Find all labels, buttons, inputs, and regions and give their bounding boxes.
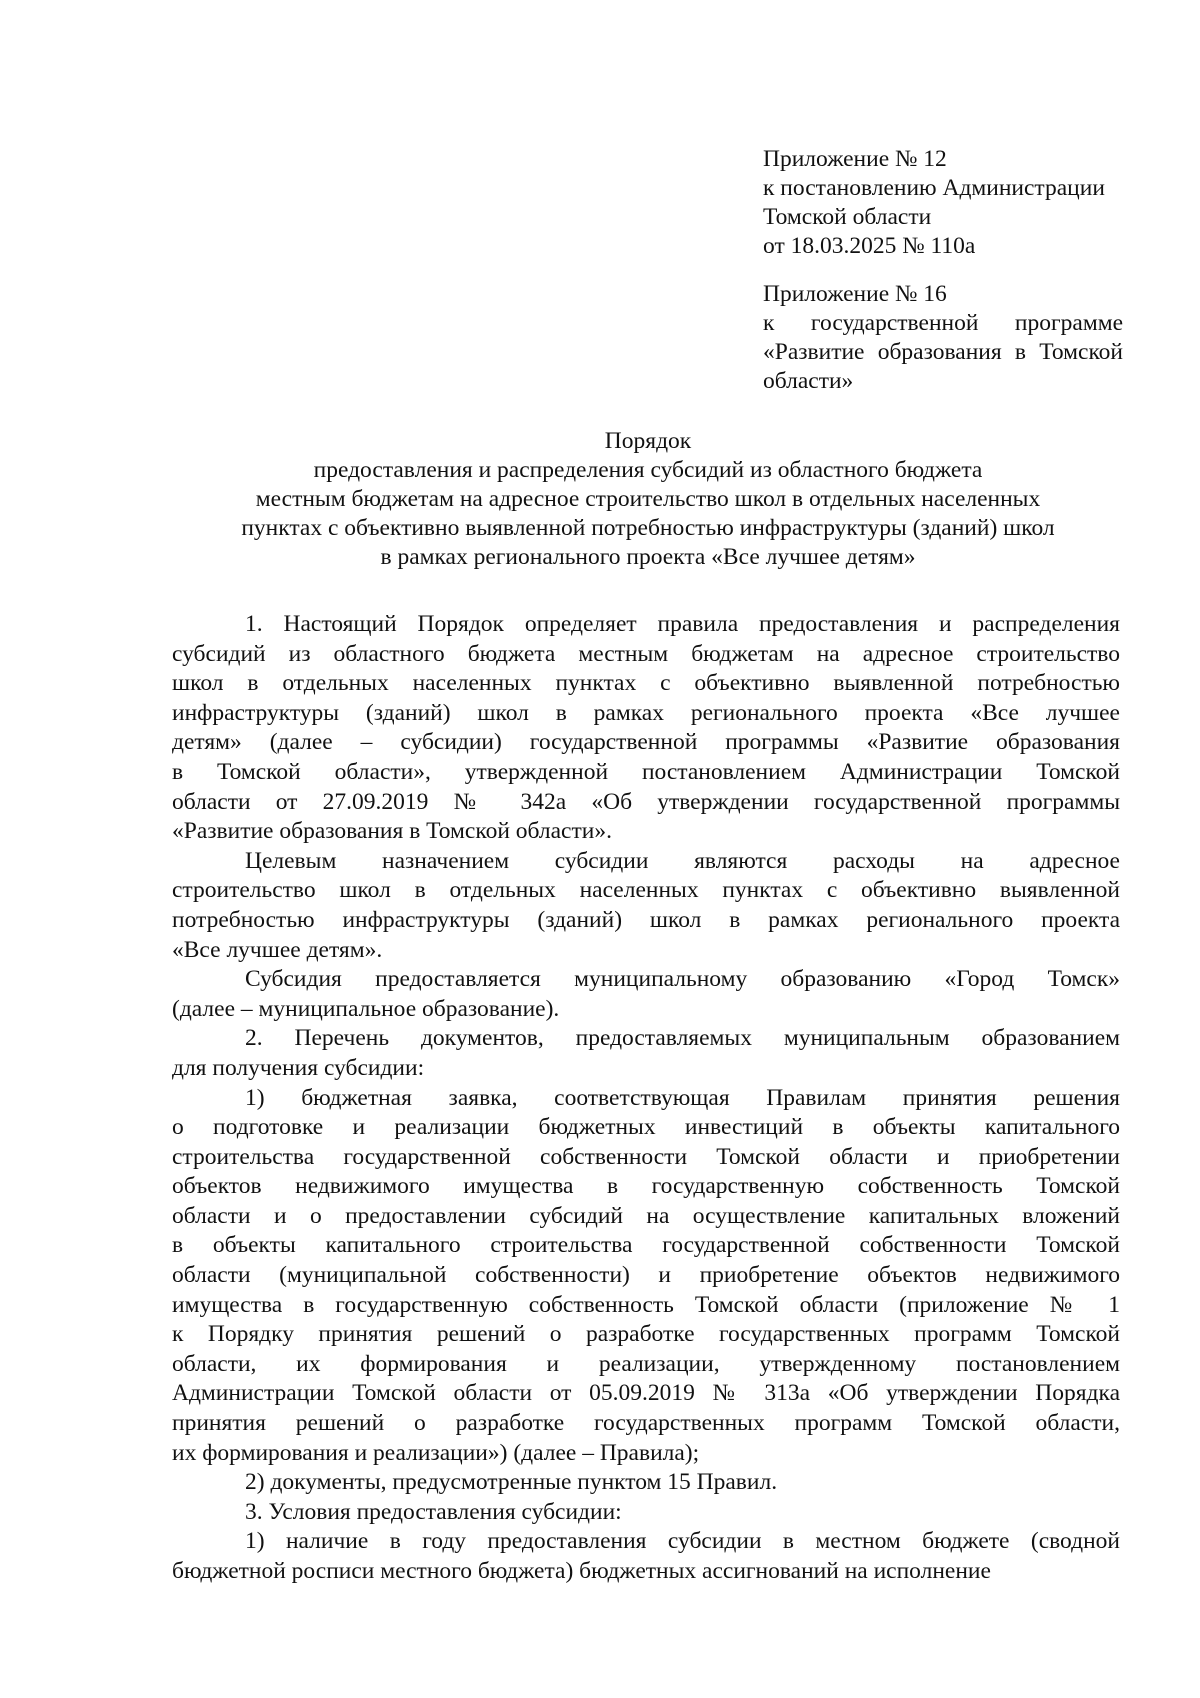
document-body [172, 610, 1120, 1587]
paragraph-line: Субсидия предоставляется муниципальному образованию «Город Томск» [245, 966, 1120, 993]
paragraph-line: в объекты капитального строительства государственной собственности Томской [172, 1232, 1120, 1259]
paragraph-line: области от 27.09.2019 № 342а «Об утверждении государственной программы [172, 788, 1120, 815]
paragraph-line: детям» (далее – субсидии) государственной программы «Развитие образования [172, 729, 1120, 756]
paragraph-line: области, их формирования и реализации, утвержденному постановлением [172, 1350, 1120, 1377]
paragraph-line: строительство школ в отдельных населенных пунктах с объективно выявленной [172, 877, 1120, 904]
paragraph [172, 965, 1120, 1024]
paragraph-line: субсидий из областного бюджета местным бюджетам на адресное строительство [172, 640, 1120, 667]
title-line: предоставления и распределения субсидий из областного бюджета [313, 457, 983, 483]
paragraph-line: 2) документы, предусмотренные пунктом 15 Правил. [245, 1469, 778, 1496]
paragraph-line: «Развитие образования в Томской области». [172, 818, 612, 845]
paragraph [172, 1024, 1120, 1083]
paragraph-line: 1. Настоящий Порядок определяет правила предоставления и распределения [245, 611, 1120, 637]
paragraph-line: потребностью инфраструктуры (зданий) школ в рамках регионального проекта [172, 906, 1120, 933]
appendix-12-header [763, 145, 1123, 261]
paragraph-line: школ в отдельных населенных пунктах с объективно выявленной потребностью [172, 670, 1120, 697]
paragraph [172, 1527, 1120, 1586]
paragraph-line: инфраструктуры (зданий) школ в рамках регионального проекта «Все лучшее [172, 699, 1120, 726]
paragraph-line: бюджетной росписи местного бюджета) бюджетных ассигнований на исполнение [172, 1558, 991, 1584]
paragraph [172, 1498, 1120, 1528]
appendix-16-line: Приложение № 16 [763, 281, 947, 307]
paragraph-line: принятия решений о разработке государственных программ Томской области, [172, 1410, 1120, 1437]
appendix-16-line: к государственной программе [763, 310, 1123, 336]
paragraph-line: в Томской области», утвержденной постановлением Администрации Томской [172, 758, 1120, 785]
paragraph [172, 847, 1120, 965]
paragraph-line: 1) наличие в году предоставления субсидии в местном бюджете (сводной [245, 1528, 1120, 1555]
paragraph-line: объектов недвижимого имущества в государственную собственность Томской [172, 1173, 1120, 1200]
paragraph-line: 2. Перечень документов, предоставляемых муниципальным образованием [245, 1025, 1120, 1052]
paragraph [172, 1084, 1120, 1469]
title-line: в рамках регионального проекта «Все лучшее детям» [380, 544, 916, 570]
paragraph-line: Целевым назначением субсидии являются расходы на адресное [245, 847, 1120, 874]
paragraph-line: 1) бюджетная заявка, соответствующая Правилам принятия решения [245, 1084, 1120, 1111]
paragraph-line: области (муниципальной собственности) и приобретение объектов недвижимого [172, 1262, 1120, 1289]
paragraph-line: строительства государственной собственности Томской области и приобретении [172, 1143, 1120, 1170]
appendix-16-line: «Развитие образования в Томской [763, 339, 1123, 365]
paragraph-line: «Все лучшее детям». [172, 936, 383, 963]
paragraph-line: о подготовке и реализации бюджетных инвестиций в объекты капитального [172, 1114, 1120, 1141]
appendix-16-line: области» [763, 368, 854, 394]
paragraph-line: Администрации Томской области от 05.09.2019 № 313а «Об утверждении Порядка [172, 1380, 1120, 1407]
paragraph-line: имущества в государственную собственность Томской области (приложение № 1 [172, 1291, 1120, 1318]
paragraph-line: (далее – муниципальное образование). [172, 995, 560, 1022]
paragraph-line: к Порядку принятия решений о разработке государственных программ Томской [172, 1321, 1120, 1348]
appendix-12-line: от 18.03.2025 № 110а [763, 233, 976, 259]
appendix-16-header [763, 280, 1123, 396]
appendix-12-line: Приложение № 12 [763, 146, 947, 172]
paragraph-line: 3. Условия предоставления субсидии: [245, 1498, 622, 1525]
paragraph [172, 610, 1120, 847]
document-title [172, 427, 1124, 572]
title-line: Порядок [604, 428, 692, 454]
title-line: пунктах с объективно выявленной потребностью инфраструктуры (зданий) школ [241, 515, 1055, 541]
paragraph-line: области и о предоставлении субсидий на осуществление капитальных вложений [172, 1202, 1120, 1229]
paragraph-line: для получения субсидии: [172, 1054, 425, 1081]
appendix-12-line: к постановлению Администрации [763, 175, 1105, 201]
title-line: местным бюджетам на адресное строительство школ в отдельных населенных [255, 486, 1041, 512]
paragraph [172, 1468, 1120, 1498]
appendix-12-line: Томской области [763, 204, 932, 230]
paragraph-line: их формирования и реализации») (далее – Правила); [172, 1439, 700, 1466]
